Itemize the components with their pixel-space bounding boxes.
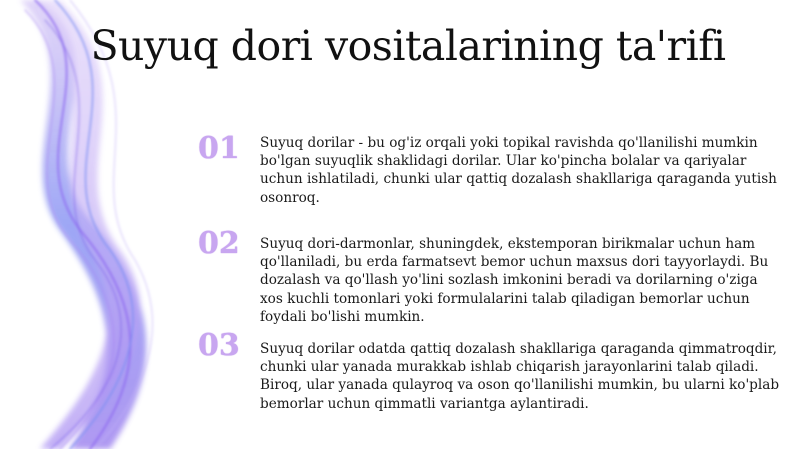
item-number-01: 01	[198, 131, 240, 166]
item-text-03: Suyuq dorilar odatda qattiq dozalash shakllariga qaraganda qimmatroqdir, chunki ular yanada murakkab ishlab chiqarish jarayonlarini talab qiladi. Biroq, ular yanada qulayroq va oson qo'llanilishi mumkin, bu ularni ko'plab bemorlar uchun qimmatli variantga aylantiradi.	[260, 341, 780, 412]
item-number-02: 02	[198, 226, 240, 261]
item-text-01: Suyuq dorilar - bu og'iz orqali yoki topikal ravishda qo'llanilishi mumkin bo'lgan suyuqlik shaklidagi dorilar. Ular ko'pincha bolalar va qariyalar uchun ishlatiladi, chunki ular qattiq dozalash shakllariga qaraganda yutish osonroq.	[260, 135, 777, 206]
item-text-02: Suyuq dori-darmonlar, shuningdek, ekstemporan birikmalar uchun ham qo'llaniladi, bu erda farmatsevt bemor uchun maxsus dori tayyorlaydi. Bu dozalash va qo'llash yo'lini sozlash imkonini beradi va dorilarning o'ziga xos kuchli tomonlari yoki formulalarini talab qiladigan bemorlar uchun foydali bo'lishi mumkin.	[260, 236, 769, 325]
page-title: Suyuq dori vositalarining ta'rifi	[90, 22, 726, 70]
item-number-03: 03	[198, 328, 240, 363]
